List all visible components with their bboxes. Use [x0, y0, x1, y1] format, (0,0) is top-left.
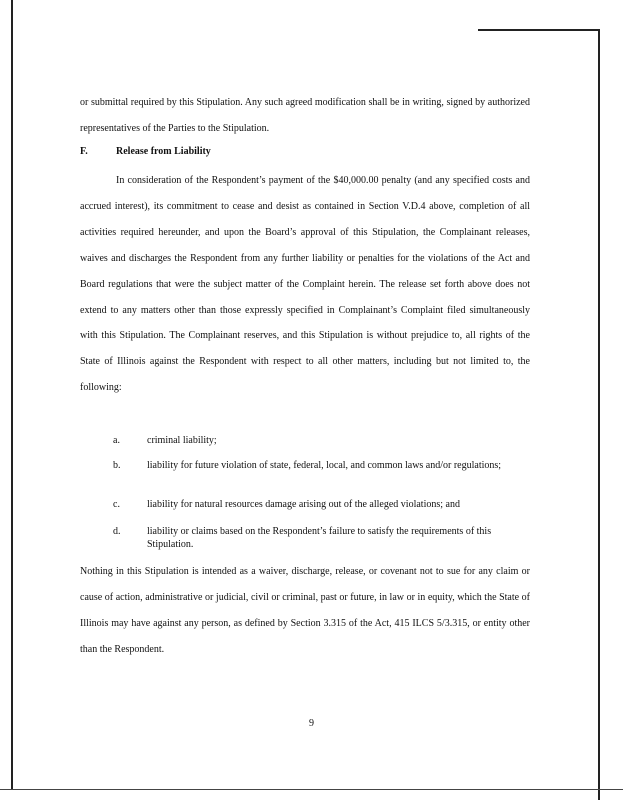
nothing-in-stipulation-paragraph: Nothing in this Stipulation is intended as a waiver, discharge, release, or covenant not to sue for any claim or cause of action, administrative or judicial, civil or criminal, past or future, in law or in equity, which the State of Illinois may have against any person, as defined by Section 3.315 of the Act, 415 ILCS 5/3.315, or entity other than the Respondent.: [80, 566, 530, 655]
continuation-paragraph: or submittal required by this Stipulation. Any such agreed modification shall be in writing, signed by authorized representatives of the Parties to the Stipulation.: [80, 97, 530, 134]
list-item: [80, 460, 530, 473]
list-item-marker: c.: [113, 499, 120, 510]
section-title: Release from Liability: [116, 146, 211, 157]
list-item-marker: d.: [113, 526, 121, 537]
list-item-text: liability for future violation of state, federal, local, and common laws and/or regulations;: [147, 460, 502, 471]
list-item: [80, 435, 530, 448]
page-number: 9: [309, 718, 314, 729]
scan-border-right: [598, 30, 600, 800]
list-item-text: criminal liability;: [147, 435, 217, 446]
list-item: [80, 499, 530, 512]
list-item: [80, 526, 530, 551]
section-heading: [80, 146, 211, 157]
list-item-text: liability or claims based on the Respondent’s failure to satisfy the requirements of this Stipulation.: [147, 526, 492, 550]
scan-border-bottom: [0, 789, 623, 790]
release-paragraph: In consideration of the Respondent’s payment of the $40,000.00 penalty (and any specified costs and accrued interest), its commitment to cease and desist as contained in Section V.D.4 above, completion of all activities required hereunder, and upon the Board’s approval of this Stipulation, the Complainant releases, waives and discharges the Respondent from any further liability or penalties for the violations of the Act and Board regulations that were the subject matter of the Complaint herein. The release set forth above does not extend to any matters other than those expressly specified in Complainant’s Complaint filed simultaneously with this Stipulation. The Complainant reserves, and this Stipulation is without prejudice to, all rights of the State of Illinois against the Respondent with respect to all other matters, including but not limited to, the following:: [80, 175, 530, 394]
list-item-marker: a.: [113, 435, 120, 446]
scan-border-left: [11, 0, 13, 790]
section-letter: F.: [80, 146, 88, 157]
list-item-text: liability for natural resources damage arising out of the alleged violations; and: [147, 499, 460, 510]
scan-border-top: [478, 29, 600, 31]
list-item-marker: b.: [113, 460, 121, 471]
